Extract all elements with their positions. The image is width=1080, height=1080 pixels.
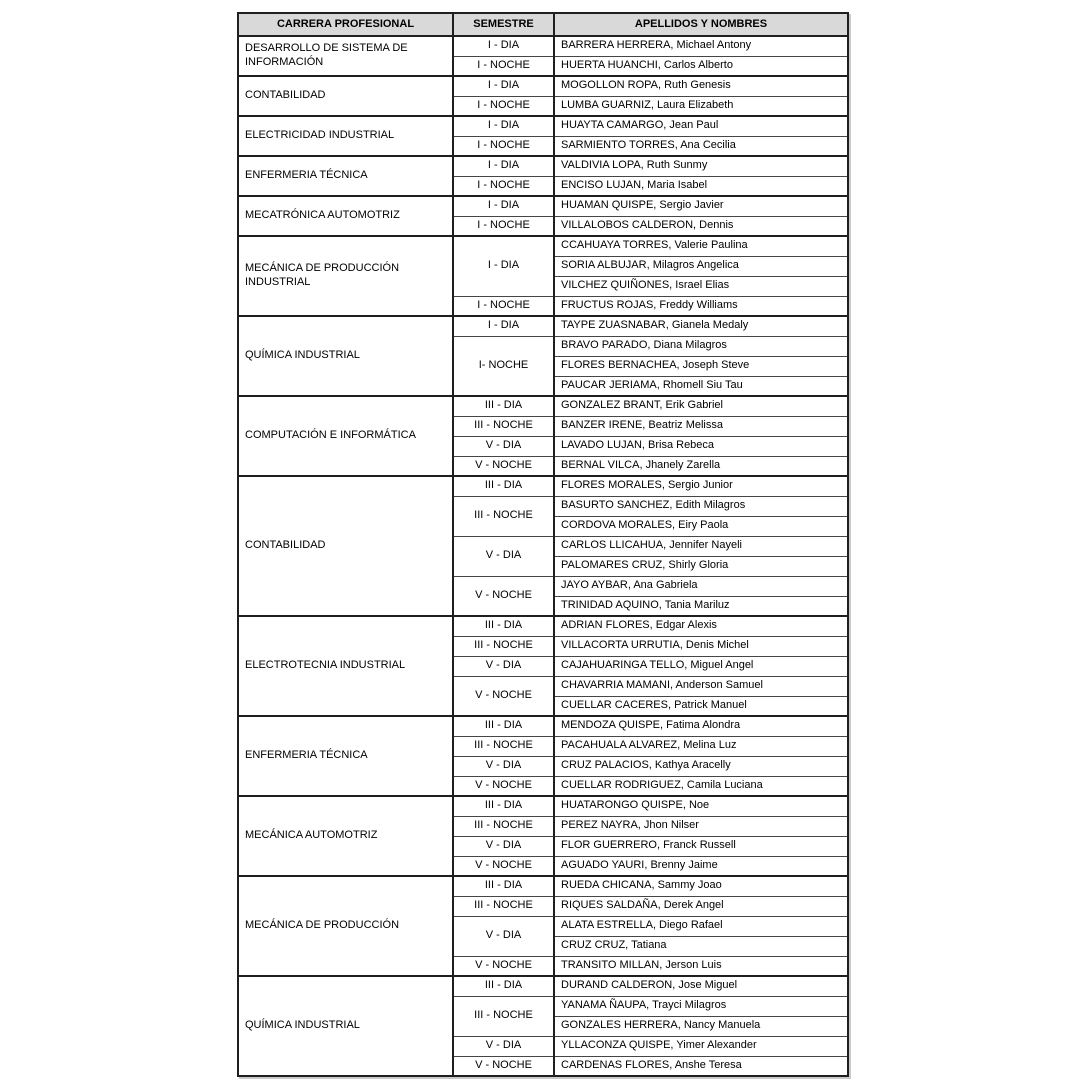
career-cell: QUÍMICA INDUSTRIAL	[238, 316, 453, 396]
semestre-cell: III - DIA	[453, 796, 554, 816]
col-header-carrera-profesional: CARRERA PROFESIONAL	[238, 13, 453, 36]
career-cell: MECATRÓNICA AUTOMOTRIZ	[238, 196, 453, 236]
semestre-cell: V - NOCHE	[453, 1056, 554, 1076]
career-cell: CONTABILIDAD	[238, 476, 453, 616]
semestre-cell: I - NOCHE	[453, 136, 554, 156]
semestre-cell: V - DIA	[453, 756, 554, 776]
semestre-cell: I - NOCHE	[453, 216, 554, 236]
student-name-cell: CARLOS LLICAHUA, Jennifer Nayeli	[554, 536, 848, 556]
student-name-cell: HUERTA HUANCHI, Carlos Alberto	[554, 56, 848, 76]
student-name-cell: HUATARONGO QUISPE, Noe	[554, 796, 848, 816]
career-cell: MECÁNICA DE PRODUCCIÓN INDUSTRIAL	[238, 236, 453, 316]
semestre-cell: V - NOCHE	[453, 576, 554, 616]
col-header-apellidos-y-nombres: APELLIDOS Y NOMBRES	[554, 13, 848, 36]
student-name-cell: YANAMA ÑAUPA, Trayci Milagros	[554, 996, 848, 1016]
table-row	[238, 196, 848, 216]
student-name-cell: FRUCTUS ROJAS, Freddy Williams	[554, 296, 848, 316]
career-cell: QUÍMICA INDUSTRIAL	[238, 976, 453, 1076]
career-cell: ENFERMERIA TÉCNICA	[238, 156, 453, 196]
student-name-cell: TAYPE ZUASNABAR, Gianela Medaly	[554, 316, 848, 336]
col-header-semestre: SEMESTRE	[453, 13, 554, 36]
table-row	[238, 396, 848, 416]
student-name-cell: ALATA ESTRELLA, Diego Rafael	[554, 916, 848, 936]
semestre-cell: III - DIA	[453, 616, 554, 636]
semestre-cell: III - NOCHE	[453, 896, 554, 916]
semestre-cell: III - NOCHE	[453, 636, 554, 656]
student-name-cell: CRUZ CRUZ, Tatiana	[554, 936, 848, 956]
semestre-cell: III - NOCHE	[453, 496, 554, 536]
semestre-cell: I - DIA	[453, 236, 554, 296]
table-row	[238, 796, 848, 816]
career-cell: ELECTRICIDAD INDUSTRIAL	[238, 116, 453, 156]
semestre-cell: III - DIA	[453, 476, 554, 496]
table-row	[238, 316, 848, 336]
student-name-cell: LUMBA GUARNIZ, Laura Elizabeth	[554, 96, 848, 116]
table-row	[238, 876, 848, 896]
student-name-cell: MENDOZA QUISPE, Fatima Alondra	[554, 716, 848, 736]
student-name-cell: BERNAL VILCA, Jhanely Zarella	[554, 456, 848, 476]
student-name-cell: BANZER IRENE, Beatriz Melissa	[554, 416, 848, 436]
student-name-cell: CAJAHUARINGA TELLO, Miguel Angel	[554, 656, 848, 676]
semestre-cell: I - NOCHE	[453, 296, 554, 316]
student-name-cell: SORIA ALBUJAR, Milagros Angelica	[554, 256, 848, 276]
student-name-cell: BASURTO SANCHEZ, Edith Milagros	[554, 496, 848, 516]
semestre-cell: I - NOCHE	[453, 176, 554, 196]
student-name-cell: FLOR GUERRERO, Franck Russell	[554, 836, 848, 856]
semestre-cell: V - DIA	[453, 916, 554, 956]
semestre-cell: I - NOCHE	[453, 96, 554, 116]
semestre-cell: I - DIA	[453, 116, 554, 136]
student-name-cell: TRANSITO MILLAN, Jerson Luis	[554, 956, 848, 976]
semestre-cell: III - DIA	[453, 396, 554, 416]
semestre-cell: I - NOCHE	[453, 56, 554, 76]
semestre-cell: V - DIA	[453, 536, 554, 576]
student-name-cell: PAUCAR JERIAMA, Rhomell Siu Tau	[554, 376, 848, 396]
semestre-cell: I - DIA	[453, 36, 554, 56]
semestre-cell: III - DIA	[453, 976, 554, 996]
student-name-cell: RUEDA CHICANA, Sammy Joao	[554, 876, 848, 896]
student-name-cell: PEREZ NAYRA, Jhon Nilser	[554, 816, 848, 836]
table-row	[238, 476, 848, 496]
semestre-cell: V - NOCHE	[453, 956, 554, 976]
student-name-cell: CRUZ PALACIOS, Kathya Aracelly	[554, 756, 848, 776]
student-name-cell: RIQUES SALDAÑA, Derek Angel	[554, 896, 848, 916]
table-row	[238, 36, 848, 56]
career-cell: DESARROLLO DE SISTEMA DE INFORMACIÓN	[238, 36, 453, 76]
student-name-cell: BARRERA HERRERA, Michael Antony	[554, 36, 848, 56]
semestre-cell: III - DIA	[453, 876, 554, 896]
student-name-cell: DURAND CALDERON, Jose Miguel	[554, 976, 848, 996]
table-row	[238, 116, 848, 136]
semestre-cell: III - DIA	[453, 716, 554, 736]
table-row	[238, 976, 848, 996]
career-cell: MECÁNICA DE PRODUCCIÓN	[238, 876, 453, 976]
semestre-cell: V - DIA	[453, 436, 554, 456]
header-row	[238, 13, 848, 36]
student-name-cell: CARDENAS FLORES, Anshe Teresa	[554, 1056, 848, 1076]
student-name-cell: VILLACORTA URRUTIA, Denis Michel	[554, 636, 848, 656]
student-name-cell: JAYO AYBAR, Ana Gabriela	[554, 576, 848, 596]
student-name-cell: HUAYTA CAMARGO, Jean Paul	[554, 116, 848, 136]
student-name-cell: GONZALES HERRERA, Nancy Manuela	[554, 1016, 848, 1036]
semestre-cell: I - DIA	[453, 316, 554, 336]
student-name-cell: CCAHUAYA TORRES, Valerie Paulina	[554, 236, 848, 256]
student-name-cell: TRINIDAD AQUINO, Tania Mariluz	[554, 596, 848, 616]
semestre-cell: V - NOCHE	[453, 776, 554, 796]
semestre-cell: I- NOCHE	[453, 336, 554, 396]
student-name-cell: FLORES MORALES, Sergio Junior	[554, 476, 848, 496]
table-row	[238, 616, 848, 636]
student-name-cell: YLLACONZA QUISPE, Yimer Alexander	[554, 1036, 848, 1056]
semestre-cell: V - DIA	[453, 836, 554, 856]
semestre-cell: III - NOCHE	[453, 736, 554, 756]
student-name-cell: FLORES BERNACHEA, Joseph Steve	[554, 356, 848, 376]
student-name-cell: ENCISO LUJAN, Maria Isabel	[554, 176, 848, 196]
student-name-cell: PALOMARES CRUZ, Shirly Gloria	[554, 556, 848, 576]
table-row	[238, 236, 848, 256]
student-name-cell: VILLALOBOS CALDERON, Dennis	[554, 216, 848, 236]
career-cell: CONTABILIDAD	[238, 76, 453, 116]
semestre-cell: III - NOCHE	[453, 816, 554, 836]
career-cell: COMPUTACIÓN E INFORMÁTICA	[238, 396, 453, 476]
semestre-cell: V - NOCHE	[453, 676, 554, 716]
student-name-cell: LAVADO LUJAN, Brisa Rebeca	[554, 436, 848, 456]
student-name-cell: CUELLAR CACERES, Patrick Manuel	[554, 696, 848, 716]
semestre-cell: V - NOCHE	[453, 856, 554, 876]
student-name-cell: AGUADO YAURI, Brenny Jaime	[554, 856, 848, 876]
student-name-cell: PACAHUALA ALVAREZ, Melina Luz	[554, 736, 848, 756]
semestre-cell: V - DIA	[453, 656, 554, 676]
semestre-cell: I - DIA	[453, 76, 554, 96]
semestre-cell: III - NOCHE	[453, 416, 554, 436]
student-roster-table	[237, 12, 849, 1077]
semestre-cell: V - DIA	[453, 1036, 554, 1056]
career-cell: ELECTROTECNIA INDUSTRIAL	[238, 616, 453, 716]
student-name-cell: HUAMAN QUISPE, Sergio Javier	[554, 196, 848, 216]
table-row	[238, 76, 848, 96]
table-row	[238, 156, 848, 176]
student-name-cell: CUELLAR RODRIGUEZ, Camila Luciana	[554, 776, 848, 796]
student-name-cell: CORDOVA MORALES, Eiry Paola	[554, 516, 848, 536]
semestre-cell: V - NOCHE	[453, 456, 554, 476]
student-name-cell: VALDIVIA LOPA, Ruth Sunmy	[554, 156, 848, 176]
semestre-cell: III - NOCHE	[453, 996, 554, 1036]
career-cell: ENFERMERIA TÉCNICA	[238, 716, 453, 796]
student-name-cell: CHAVARRIA MAMANI, Anderson Samuel	[554, 676, 848, 696]
table-row	[238, 716, 848, 736]
student-name-cell: MOGOLLON ROPA, Ruth Genesis	[554, 76, 848, 96]
semestre-cell: I - DIA	[453, 196, 554, 216]
semestre-cell: I - DIA	[453, 156, 554, 176]
student-name-cell: ADRIAN FLORES, Edgar Alexis	[554, 616, 848, 636]
student-name-cell: VILCHEZ QUIÑONES, Israel Elias	[554, 276, 848, 296]
career-cell: MECÁNICA AUTOMOTRIZ	[238, 796, 453, 876]
student-name-cell: SARMIENTO TORRES, Ana Cecilia	[554, 136, 848, 156]
student-name-cell: GONZALEZ BRANT, Erik Gabriel	[554, 396, 848, 416]
student-name-cell: BRAVO PARADO, Diana Milagros	[554, 336, 848, 356]
